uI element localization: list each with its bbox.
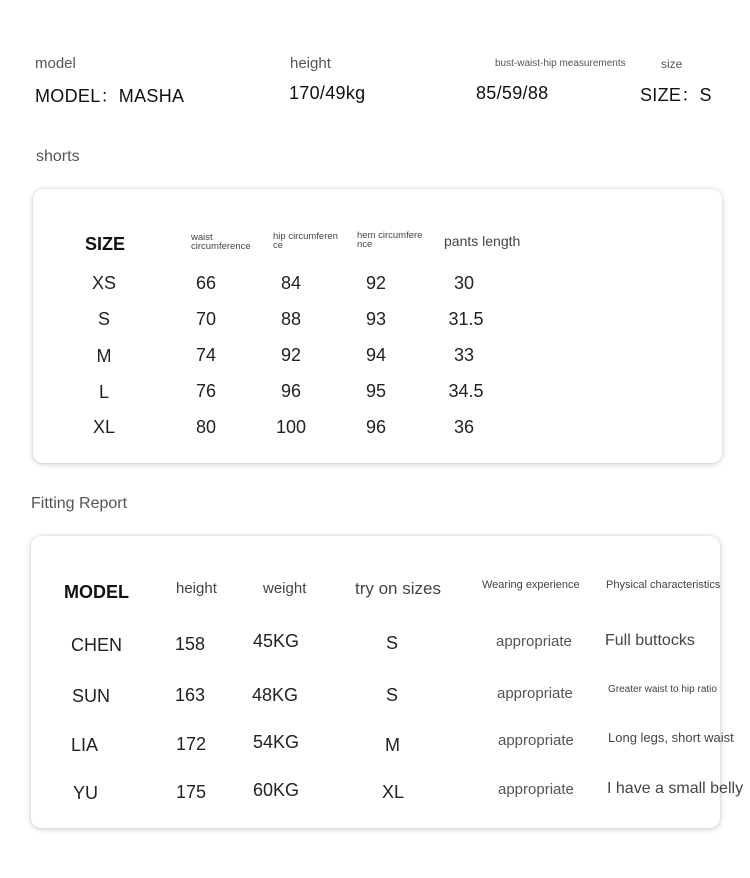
waist-cell: 80 bbox=[195, 417, 217, 437]
model-value: MODEL：MASHA bbox=[35, 86, 185, 106]
height-cell: 158 bbox=[175, 634, 206, 654]
try-size-cell: S bbox=[386, 685, 399, 705]
characteristic-cell: Long legs, short waist bbox=[608, 730, 734, 745]
height-cell: 172 bbox=[176, 734, 207, 754]
model-name-cell: LIA bbox=[71, 735, 99, 755]
pants-cell: 31.5 bbox=[448, 309, 484, 329]
hip-cell: 100 bbox=[275, 417, 307, 437]
pants-cell: 33 bbox=[453, 345, 475, 365]
pants-length-header: pants length bbox=[444, 233, 521, 249]
waist-header bbox=[191, 234, 271, 251]
pants-cell: 36 bbox=[453, 417, 475, 437]
characteristic-cell: I have a small belly bbox=[607, 780, 744, 797]
size-cell: M bbox=[96, 346, 112, 366]
bwh-label: bust-waist-hip measurements bbox=[495, 58, 626, 69]
pants-cell: 34.5 bbox=[448, 381, 484, 401]
size-cell: L bbox=[98, 382, 110, 402]
fitting-report-title: Fitting Report bbox=[31, 495, 128, 512]
hip-cell: 88 bbox=[280, 309, 302, 329]
weight-cell: 54KG bbox=[253, 732, 300, 752]
wearing-experience-header: Wearing experience bbox=[482, 579, 580, 591]
model-header: MODEL bbox=[64, 582, 129, 602]
try-on-sizes-header: try on sizes bbox=[355, 579, 441, 598]
experience-cell: appropriate bbox=[496, 633, 572, 650]
hip-header bbox=[273, 233, 355, 250]
hem-header-line1: hem circumfere bbox=[357, 230, 423, 241]
weight-cell: 45KG bbox=[253, 631, 300, 651]
model-name-cell: YU bbox=[73, 783, 99, 803]
hip-cell: 96 bbox=[280, 381, 302, 401]
waist-cell: 76 bbox=[195, 381, 217, 401]
hip-cell: 92 bbox=[280, 345, 302, 365]
try-size-cell: XL bbox=[382, 782, 405, 802]
experience-cell: appropriate bbox=[497, 685, 573, 702]
weight-cell: 60KG bbox=[253, 780, 300, 800]
try-size-cell: M bbox=[385, 735, 400, 755]
hip-header-line1: hip circumferen bbox=[273, 231, 338, 242]
height-header: height bbox=[176, 580, 217, 597]
size-header: SIZE bbox=[85, 234, 126, 254]
bwh-value: 85/59/88 bbox=[476, 83, 549, 103]
size-cell: XS bbox=[91, 273, 117, 293]
height-cell: 175 bbox=[176, 782, 207, 802]
try-size-cell: S bbox=[386, 633, 399, 653]
fitting-report-table bbox=[31, 536, 744, 828]
height-value: 170/49kg bbox=[289, 83, 366, 103]
experience-cell: appropriate bbox=[498, 781, 574, 798]
hip-header-line2: ce bbox=[273, 239, 284, 251]
hip-cell: 84 bbox=[280, 273, 302, 293]
hem-header bbox=[357, 232, 439, 249]
physical-characteristics-header: Physical characteristics bbox=[606, 579, 721, 591]
height-label: height bbox=[290, 55, 331, 72]
characteristic-cell: Full buttocks bbox=[605, 632, 695, 649]
hem-cell: 95 bbox=[365, 381, 387, 401]
hem-header-line2: nce bbox=[357, 238, 373, 250]
waist-header-line1: waist bbox=[191, 232, 213, 243]
height-cell: 163 bbox=[175, 685, 206, 705]
size-label: size bbox=[661, 57, 683, 71]
waist-cell: 70 bbox=[195, 309, 217, 329]
hem-cell: 93 bbox=[365, 309, 387, 329]
size-cell: S bbox=[97, 309, 111, 329]
weight-header: weight bbox=[263, 580, 307, 597]
pants-cell: 30 bbox=[453, 273, 475, 293]
hem-cell: 92 bbox=[365, 273, 387, 293]
size-cell: XL bbox=[92, 417, 116, 437]
model-label: model bbox=[35, 55, 76, 72]
characteristic-cell: Greater waist to hip ratio bbox=[608, 684, 717, 695]
size-value: SIZE：S bbox=[640, 85, 712, 105]
waist-cell: 66 bbox=[195, 273, 217, 293]
shorts-title: shorts bbox=[36, 148, 80, 165]
model-name-cell: CHEN bbox=[71, 635, 123, 655]
model-name-cell: SUN bbox=[72, 686, 111, 706]
shorts-size-table bbox=[33, 189, 722, 463]
waist-header-line2: circumference bbox=[191, 240, 251, 252]
hem-cell: 96 bbox=[365, 417, 387, 437]
experience-cell: appropriate bbox=[498, 732, 574, 749]
weight-cell: 48KG bbox=[252, 685, 299, 705]
waist-cell: 74 bbox=[195, 345, 217, 365]
hem-cell: 94 bbox=[365, 345, 387, 365]
